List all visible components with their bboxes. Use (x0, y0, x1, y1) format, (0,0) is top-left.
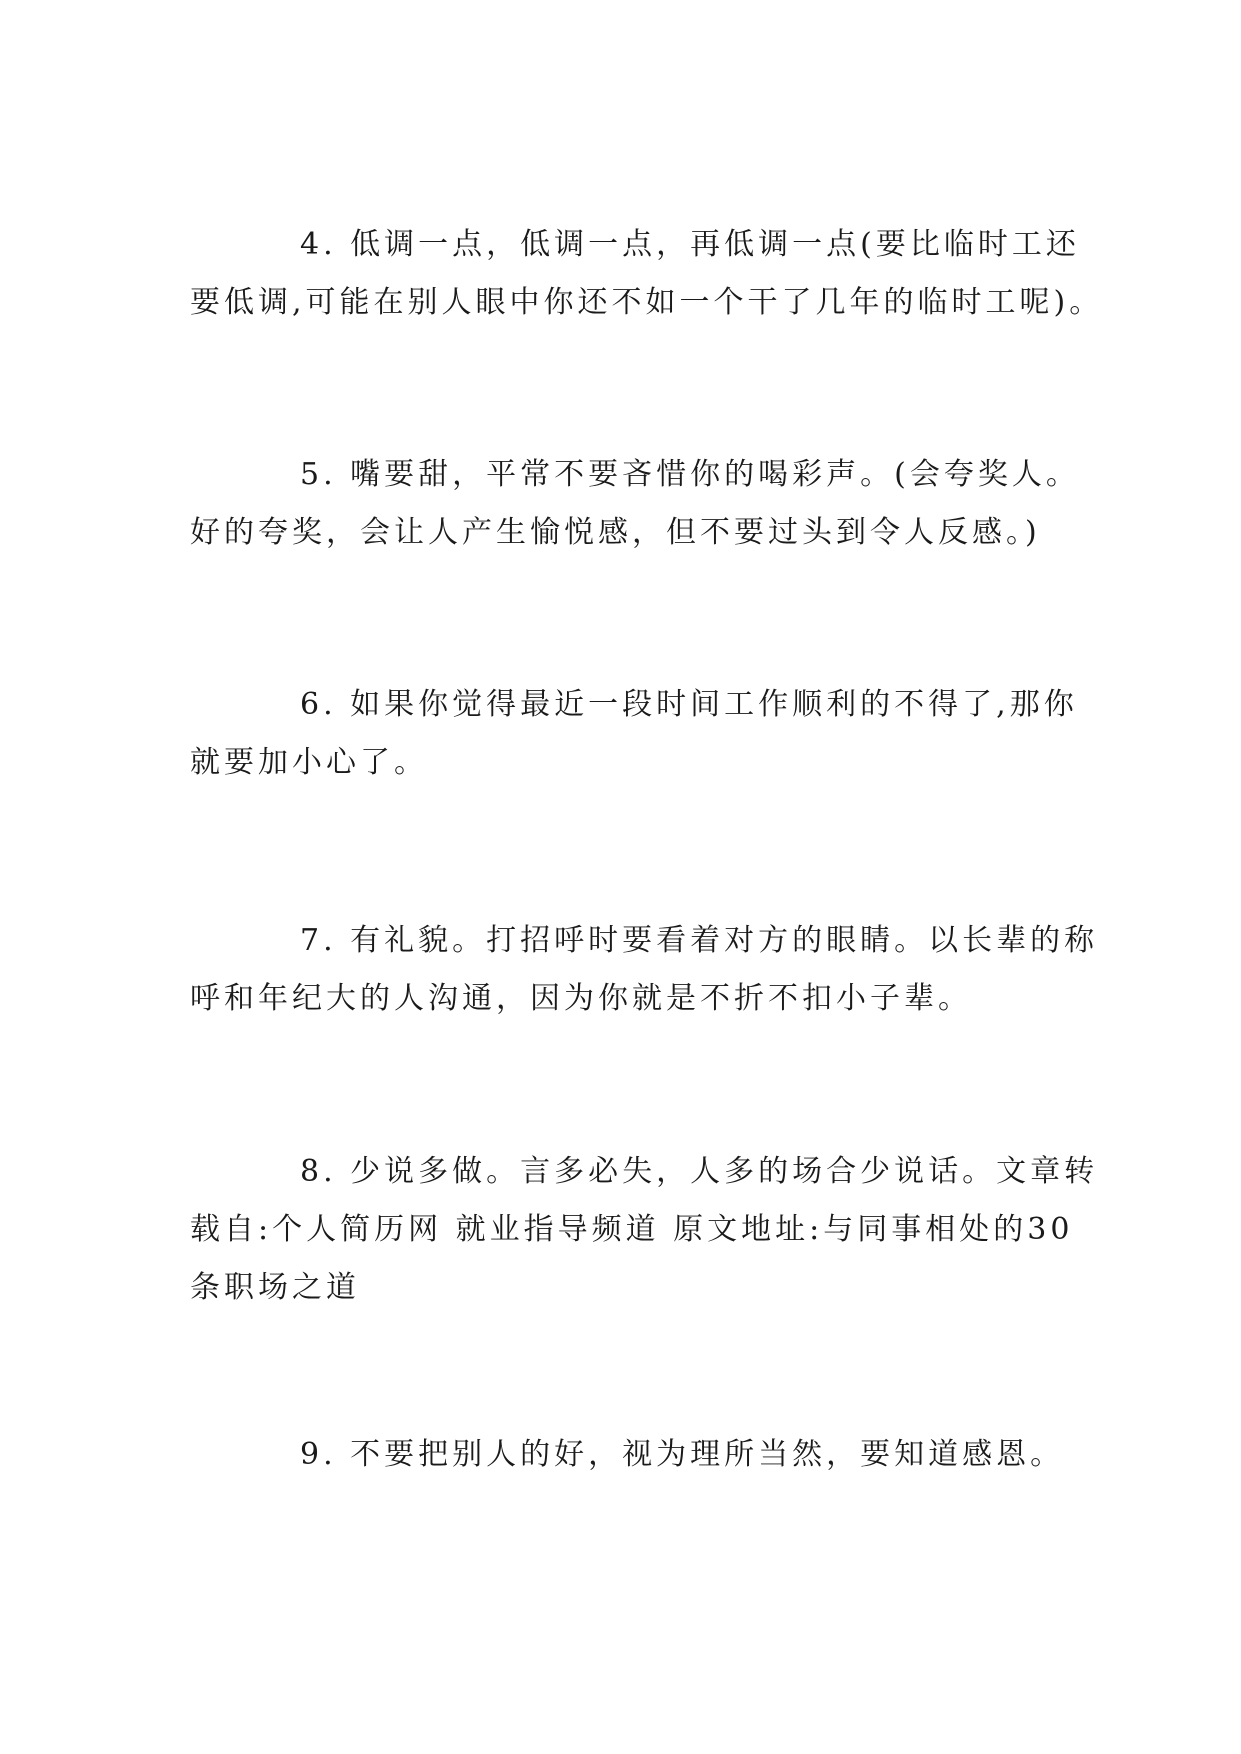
paragraph-line: 5. 嘴要甜，平常不要吝惜你的喝彩声。(会夸奖人。 (300, 457, 1080, 492)
paragraph-line: 条职场之道 (190, 1270, 360, 1305)
paragraph-line: 好的夸奖，会让人产生愉悦感，但不要过头到令人反感。) (190, 515, 1041, 550)
paragraph-item-4 (190, 216, 1104, 332)
paragraph-line: 要低调,可能在别人眼中你还不如一个干了几年的临时工呢)。 (190, 285, 1104, 320)
paragraph-item-7 (190, 912, 1099, 1028)
paragraph-item-9 (190, 1426, 1065, 1484)
paragraph-item-5 (190, 446, 1080, 562)
paragraph-line: 9. 不要把别人的好，视为理所当然，要知道感恩。 (300, 1437, 1065, 1472)
paragraph-line: 4. 低调一点，低调一点，再低调一点(要比临时工还 (300, 227, 1080, 262)
paragraph-line: 7. 有礼貌。打招呼时要看着对方的眼睛。以长辈的称 (300, 923, 1099, 958)
paragraph-line: 就要加小心了。 (190, 745, 428, 780)
paragraph-line: 载自:个人简历网 就业指导频道 原文地址:与同事相处的30 (190, 1212, 1074, 1247)
paragraph-item-6 (190, 676, 1078, 792)
paragraph-line: 呼和年纪大的人沟通，因为你就是不折不扣小子辈。 (190, 981, 972, 1016)
paragraph-item-8 (190, 1143, 1099, 1317)
paragraph-line: 8. 少说多做。言多必失，人多的场合少说话。文章转 (300, 1154, 1099, 1189)
paragraph-line: 6. 如果你觉得最近一段时间工作顺利的不得了,那你 (300, 687, 1078, 722)
